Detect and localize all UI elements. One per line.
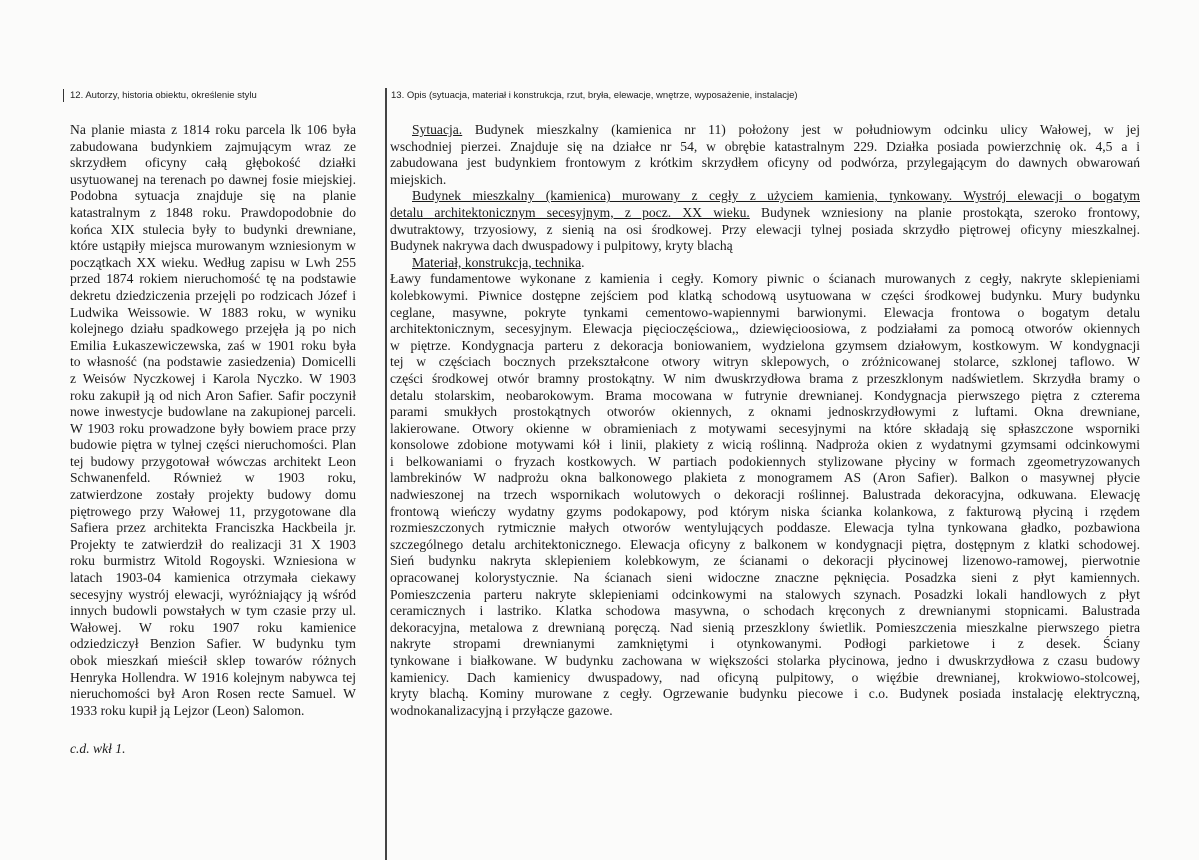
column-divider (385, 88, 387, 860)
underlined-heading: Budynek mieszkalny (kamienica) murowany z cegły z użyciem kamienia, tynkowany. Wystrój elewacji o bogatym (412, 188, 1140, 204)
text-span: Budynek nakrywa dach dwuspadowy i pulpitowy, kryty blachą (390, 238, 733, 254)
text-span: architektonicznym, secesyjnym. Elewacja pięcioczęściowa,, dziewięcioosiowa, z podziałami za pomocą otworów okiennych (390, 321, 1140, 337)
text-span: rozmieszczonych rytmicznie małych otworów wentylujących poddasze. Elewacja tylna tynkowana gładko, pozbawiona (390, 520, 1140, 536)
text-line (390, 371, 1140, 388)
text-span: detalu stolarskim, neobarokowym. Brama mocowana w futrynie drewnianej. Kondygnacja pierwszego piętra z czterema (390, 387, 1140, 403)
text-line (390, 470, 1140, 487)
text-line (390, 487, 1140, 504)
text-line: piętrowego przy Wałowej 11, przygotowane dla (70, 503, 356, 519)
text-span: i belkowaniami o fryzach kostkowych. W partiach podokiennych stylizowane płyciny w formach zgeometryzowanych (390, 453, 1140, 469)
text-line: początkach XX wieku. Według zapisu w Lwh 255 (70, 254, 356, 270)
text-line: roku zakupił ją od nich Aron Safier. Safir poczynił (70, 387, 356, 403)
text-line (390, 653, 1140, 670)
text-line (390, 338, 1140, 355)
text-span: Budynek mieszkalny (kamienica nr 11) położony jest w południowym odcinku ulicy Wałowej, w jej (462, 122, 1140, 137)
text-line (390, 670, 1140, 687)
text-line: Schwanenfeld. Również w 1903 roku, (70, 470, 356, 486)
text-line: z Weisów Nyczkowej i Karola Nyczko. W 1903 (70, 370, 356, 386)
text-line (390, 620, 1140, 637)
text-line (390, 155, 1140, 172)
text-line: budowie piętra w tylnej części nieruchomości. Plan (70, 437, 356, 453)
text-span: nadwieszonej na trzech wspornikach wolutowych o dekoracji roślinnej. Balustrada dekoracyjna, odkuwana. Elewację (390, 487, 1140, 503)
text-line (390, 321, 1140, 338)
text-line (390, 255, 1140, 272)
text-span: Ławy fundamentowe wykonane z kamienia i cegły. Komory piwnic o ścianach murowanych z cegły, nakryte sklepieniami (390, 271, 1140, 287)
text-line: innych budowli powstałych w tym czasie przy ul. (70, 603, 356, 619)
text-span: zabudowana jest budynkiem frontowym z krótkim skrzydłem oficyny od podwórza, przylegającym do dawnych obwarowań (390, 155, 1140, 171)
text-line: Ludwika Weissowie. W 1883 roku, w wyniku (70, 304, 356, 320)
text-line (390, 703, 1140, 720)
description-column (390, 122, 1140, 719)
text-line: obok mieszkań mieścił sklep towarów różnych (70, 653, 356, 668)
text-line: Emilia Łukaszewiczewska, zaś w 1901 roku była (70, 337, 356, 353)
underlined-heading: Sytuacja. (412, 122, 463, 137)
text-line (390, 139, 1140, 156)
text-line: Na planie miasta z 1814 roku parcela lk 106 była (70, 122, 356, 137)
text-span: kryty blachą. Kominy murowane z cegły. Ogrzewanie budynku piecowe i c.o. Budynek posiada instalację elektryczną, (390, 686, 1140, 702)
text-line (390, 271, 1140, 288)
text-line: dekretu dziedziczenia przejęli po rodzicach Józef i (70, 287, 356, 303)
text-line: Safiera przez architekta Franciszka Hackbeila jr. (70, 520, 356, 536)
text-line: odziedziczył Benzion Safier. W budynku tym (70, 636, 356, 652)
text-line (390, 603, 1140, 620)
text-span: frontową wieńczy wydatny gzyms podokapowy, pod którym niska ścianka kolankowa, z fakturową płyciną i rzędem (390, 503, 1140, 519)
text-line: końca XIX stulecia były to budynki drewniane, (70, 221, 356, 237)
text-line (390, 686, 1140, 703)
text-span: lakierowane. Otwory okienne w obramieniach z motywami secesyjnymi na które składają się spłaszczone wsporniki (390, 420, 1140, 436)
text-line (390, 354, 1140, 371)
text-span: ceglane, masywne, pokryte tynkami cementowo-wapiennymi barwionymi. Elewacja frontowa o bogatym detalu (390, 304, 1140, 320)
text-line: W 1903 roku prowadzone były bowiem prace przy (70, 420, 356, 436)
text-span: dwutraktowy, trzyosiowy, z sienią na osi środkowej. Przy elewacji tylnej posiada skrzydło piętrowej oficyny mieszkalnej. (390, 221, 1140, 237)
text-line: 1933 roku kupił ją Lejzor (Leon) Salomon. (70, 702, 305, 718)
text-line (390, 388, 1140, 405)
text-line (390, 454, 1140, 471)
text-line: Projekty te zatwierdził do realizacji 31 X 1903 (70, 536, 356, 552)
text-line (390, 122, 1140, 139)
section-13-heading: 13. Opis (sytuacja, materiał i konstrukcja, rzut, bryła, elewacje, wnętrze, wyposażenie, instalacje) (391, 90, 798, 101)
text-line (390, 587, 1140, 604)
text-line: nowe inwestycje budowlane na zakupionej parceli. (70, 404, 356, 420)
text-span: Pomieszczenia parteru nakryte sklepieniami odcinkowymi na stalowych szynach. Posadzki lokali handlowych z płyt (390, 586, 1140, 602)
text-line (390, 404, 1140, 421)
text-line (390, 188, 1140, 205)
text-line: roku burmistrz Witold Rogoyski. Wzniesiona w (70, 553, 356, 569)
text-line (390, 238, 1140, 255)
text-span: wschodniej pierzei. Znajduje się na działce nr 54, w obrębie katastralnym 229. Działka posiada powierzchnię ok. 4,5 a i (390, 138, 1140, 154)
text-span: lambrekinów W nadprożu okna balkonowego plakieta z monogramem AS (Aron Safier). Balkon o masywnej płycie (390, 470, 1140, 486)
text-span: . (581, 254, 585, 270)
text-span: tej w częściach bocznych przekształcone otwory witryn sklepowych, o zróżnicowanej stolarce, szklonej taflowo. W (390, 354, 1140, 370)
text-line: zabudowana budynkiem zajmującym wraz ze (70, 138, 356, 154)
text-span: opracowanej kolorystycznie. Na ścianach sieni widoczne znaczne pęknięcia. Posadzka sieni z płyt kamiennych. (390, 570, 1140, 586)
underlined-heading: detalu architektonicznym secesyjnym, z pocz. XX wieku. (390, 204, 750, 220)
text-span: szczególnego detalu architektonicznego. Elewacja oficyny z balkonem w kondygnacji piętra, dostępnym z klatki schodowej. (390, 536, 1140, 552)
text-line (390, 222, 1140, 239)
text-span: Budynek wzniesiony na planie prostokąta, szeroko frontowy, (749, 204, 1140, 220)
section-12-heading: 12. Autorzy, historia obiektu, określenie stylu (70, 90, 257, 101)
text-span: tynkowane i białkowane. W budynku zachowana w większości stolarka płycinowa, jedno i dwuskrzydłowa z czasu budowy (390, 653, 1140, 668)
text-line (390, 172, 1140, 189)
header-marker (63, 89, 64, 102)
text-line: zatwierdzone zostały projekty budowy domu (70, 487, 356, 503)
text-line: skrzydłem oficyny całą głębokość działki (70, 155, 356, 171)
text-line: to własność (na podstawie zasiedzenia) Domicelli (70, 354, 356, 370)
text-line: przed 1874 rokiem nieruchomość tę na podstawie (70, 271, 356, 287)
text-span: Sień budynku nakryta sklepieniem kolebkowym, ze ścianami o dekoracji płycinowej lizenowo-ramowej, pierwotnie (390, 553, 1140, 569)
text-line: Henryka Hollendra. W 1916 kolejnym nabywca tej (70, 669, 356, 685)
text-line: tej budowy przygotował wówczas architekt Leon (70, 453, 356, 469)
text-span: kolebkowymi. Piwnice dostępne zejściem pod klatką schodową usytuowana w części środkowej budynku. Mury budynku (390, 287, 1140, 303)
text-span: nakryte stropami drewnianymi zamkniętymi i otynkowanymi. Podłogi parkietowe i z desek. Ściany (390, 636, 1140, 652)
text-line (390, 553, 1140, 570)
text-line (390, 636, 1140, 653)
text-line (390, 205, 1140, 222)
history-column (70, 122, 356, 719)
continuation-note: c.d. wkł 1. (70, 741, 126, 756)
text-line (390, 421, 1140, 438)
text-line: secesyjny wystrój elewacji, wyróżniający ją wśród (70, 586, 356, 602)
text-line: które ustąpiły miejsca murowanym wzniesionym w (70, 238, 356, 254)
text-line (390, 520, 1140, 537)
text-line (390, 570, 1140, 587)
text-span: kamienicy. Dach kamienicy dwuspadowy, nad oficyną pulpitowy, o więźbie drewnianej, krokwiowo-stolcowej, (390, 669, 1140, 685)
underlined-heading: Materiał, konstrukcja, technika (412, 254, 582, 270)
text-line: latach 1903-04 kamienica otrzymała ciekawy (70, 570, 356, 586)
text-span: w piętrze. Kondygnacja parteru z dekoracja boniowaniem, wydzielona gzymsem działowym, kostkowym. W kondygnacji (390, 337, 1140, 353)
text-line (390, 504, 1140, 521)
text-line: Podobna sytuacja znajduje się na planie (70, 188, 356, 204)
text-span: ceramicznych i lastriko. Klatka schodowa masywna, o schodach kręconych z drewnianymi stopnicami. Balustrada (390, 603, 1140, 619)
text-line (390, 305, 1140, 322)
text-line (390, 537, 1140, 554)
text-line: kolejnego działu spadkowego przejęła ją po nich (70, 321, 356, 337)
text-span: parami smukłych prostokątnych otworów okiennych, z oknami jednoskrzydłowymi z luftami. Okna drewniane, (390, 404, 1140, 420)
text-span: dekoracyjna, metalowa z drewnianą poręczą. Nad sienią przeszklony świetlik. Pomieszczenia mieszkalne pierwszego pietra (390, 619, 1140, 635)
text-span: miejskich. (390, 171, 447, 187)
text-line: nieruchomości był Aron Rosen recte Samuel. W (70, 686, 356, 702)
text-span: części środkowej otwór bramny prostokątny. W nim dwuskrzydłowa brama z przeszklonym nadświetlem. Skrzydła bramy o (390, 370, 1140, 386)
text-line: Wałowej. W roku 1907 roku kamienice (70, 619, 356, 635)
text-line (390, 288, 1140, 305)
text-span: wodnokanalizacyjną i przyłącze gazowe. (390, 702, 613, 718)
text-line: usytuowanej na terenach po dawnej fosie miejskiej. (70, 171, 356, 187)
text-line: katastralnym z 1848 roku. Prawdopodobnie do (70, 204, 356, 220)
text-span: konsolowe zdobione motywami kół i linii, plakiety z wicią roślinną. Nadproża okien z wydatnymi gzymsami odcinkowymi (390, 437, 1140, 453)
text-line (390, 437, 1140, 454)
